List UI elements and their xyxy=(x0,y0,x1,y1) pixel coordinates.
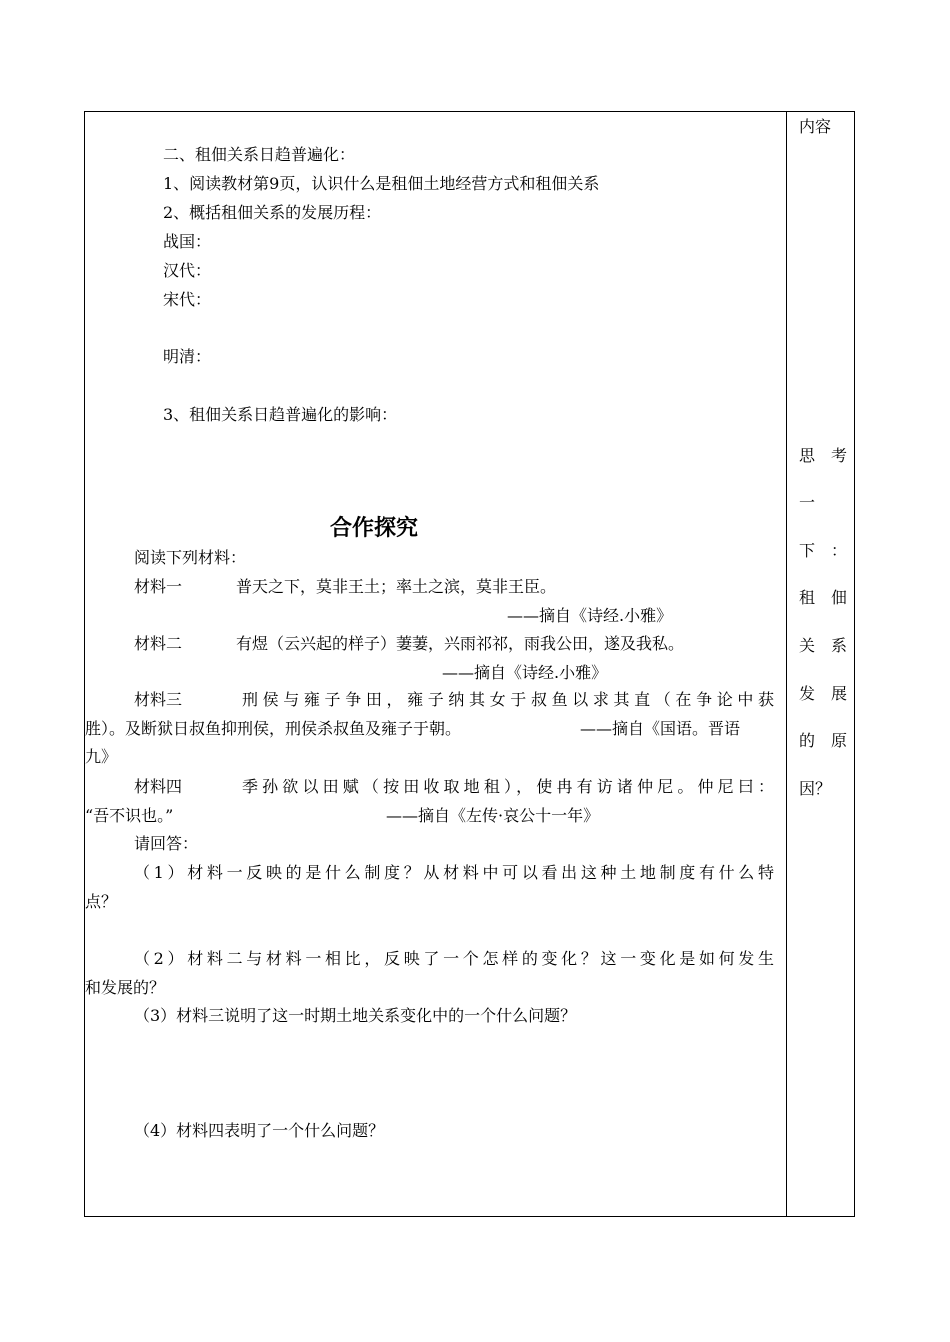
sidebar-label: 内容 xyxy=(799,117,832,136)
think-char: 展 xyxy=(830,684,847,703)
think-char: 因？ xyxy=(799,779,832,798)
material-3-line-1: 刑侯与雍子争田，雍子纳其女于叔鱼以求其直（在争论中获 xyxy=(242,690,774,709)
material-3-label: 材料三 xyxy=(134,690,183,709)
think-char: 思 xyxy=(799,446,816,465)
material-4-label: 材料四 xyxy=(134,777,183,796)
think-row xyxy=(799,684,847,704)
column-divider xyxy=(786,111,787,1217)
section-heading: 二、租佃关系日趋普遍化： xyxy=(163,145,356,164)
think-row xyxy=(799,446,847,466)
task-item-1: 1、阅读教材第9页，认识什么是租佃土地经营方式和租佃关系 xyxy=(163,174,600,193)
material-1-source: ——摘自《诗经.小雅》 xyxy=(507,606,673,625)
think-char: ： xyxy=(830,541,847,560)
think-char: 下 xyxy=(799,541,816,560)
task-item-3: 3、租佃关系日趋普遍化的影响： xyxy=(163,405,398,424)
think-row xyxy=(799,541,847,561)
material-4-line-1: 季孙欲以田赋（按田收取地租），使冉有访诸仲尼。仲尼曰： xyxy=(242,777,774,796)
question-1-line-2: 点？ xyxy=(85,892,118,911)
think-row xyxy=(799,779,847,799)
material-4-source: ——摘自《左传·哀公十一年》 xyxy=(386,806,600,825)
material-2-text: 有煜（云兴起的样子）萋萋，兴雨祁祁，雨我公田，遂及我私。 xyxy=(236,634,685,653)
think-row xyxy=(799,493,847,513)
material-1-text: 普天之下，莫非王土；率土之滨，莫非王臣。 xyxy=(236,577,557,596)
period-song: 宋代： xyxy=(163,290,212,309)
material-4-quote: “吾不识也。” xyxy=(85,806,174,825)
material-2-label: 材料二 xyxy=(134,634,183,653)
question-3: （3）材料三说明了这一时期土地关系变化中的一个什么问题？ xyxy=(134,1006,577,1025)
period-ming-qing: 明清： xyxy=(163,347,212,366)
period-han: 汉代： xyxy=(163,261,212,280)
question-4: （4）材料四表明了一个什么问题？ xyxy=(134,1121,385,1140)
think-char: 租 xyxy=(799,588,816,607)
think-char: 发 xyxy=(799,684,816,703)
question-2-line-1: （2）材料二与材料一相比，反映了一个怎样的变化？这一变化是如何发生 xyxy=(134,949,774,968)
material-1-label: 材料一 xyxy=(134,577,183,596)
period-warring-states: 战国： xyxy=(163,232,212,251)
think-char: 佃 xyxy=(830,588,847,607)
think-char: 原 xyxy=(830,731,847,750)
question-1-line-1: （1）材料一反映的是什么制度？从材料中可以看出这种土地制度有什么特 xyxy=(134,863,774,882)
task-item-2: 2、概括租佃关系的发展历程： xyxy=(163,203,382,222)
material-3-line-3: 九》 xyxy=(85,747,118,766)
think-char: 系 xyxy=(830,636,847,655)
think-row xyxy=(799,588,847,608)
question-2-line-2: 和发展的？ xyxy=(85,978,166,997)
material-3-source: ——摘自《国语。晋语 xyxy=(580,719,741,738)
think-char: 的 xyxy=(799,731,816,750)
reading-intro: 阅读下列材料： xyxy=(134,548,247,567)
think-char: 考 xyxy=(830,446,847,465)
material-3-line-2: 胜）。及断狱日叔鱼抑刑侯，刑侯杀叔鱼及雍子于朝。 xyxy=(85,719,462,738)
think-row xyxy=(799,636,847,656)
think-row xyxy=(799,731,847,751)
think-char: 关 xyxy=(799,636,816,655)
material-2-source: ——摘自《诗经.小雅》 xyxy=(442,663,608,682)
think-char: 一 xyxy=(799,493,816,512)
answer-prompt: 请回答： xyxy=(134,834,199,853)
cooperation-title: 合作探究 xyxy=(330,516,419,541)
